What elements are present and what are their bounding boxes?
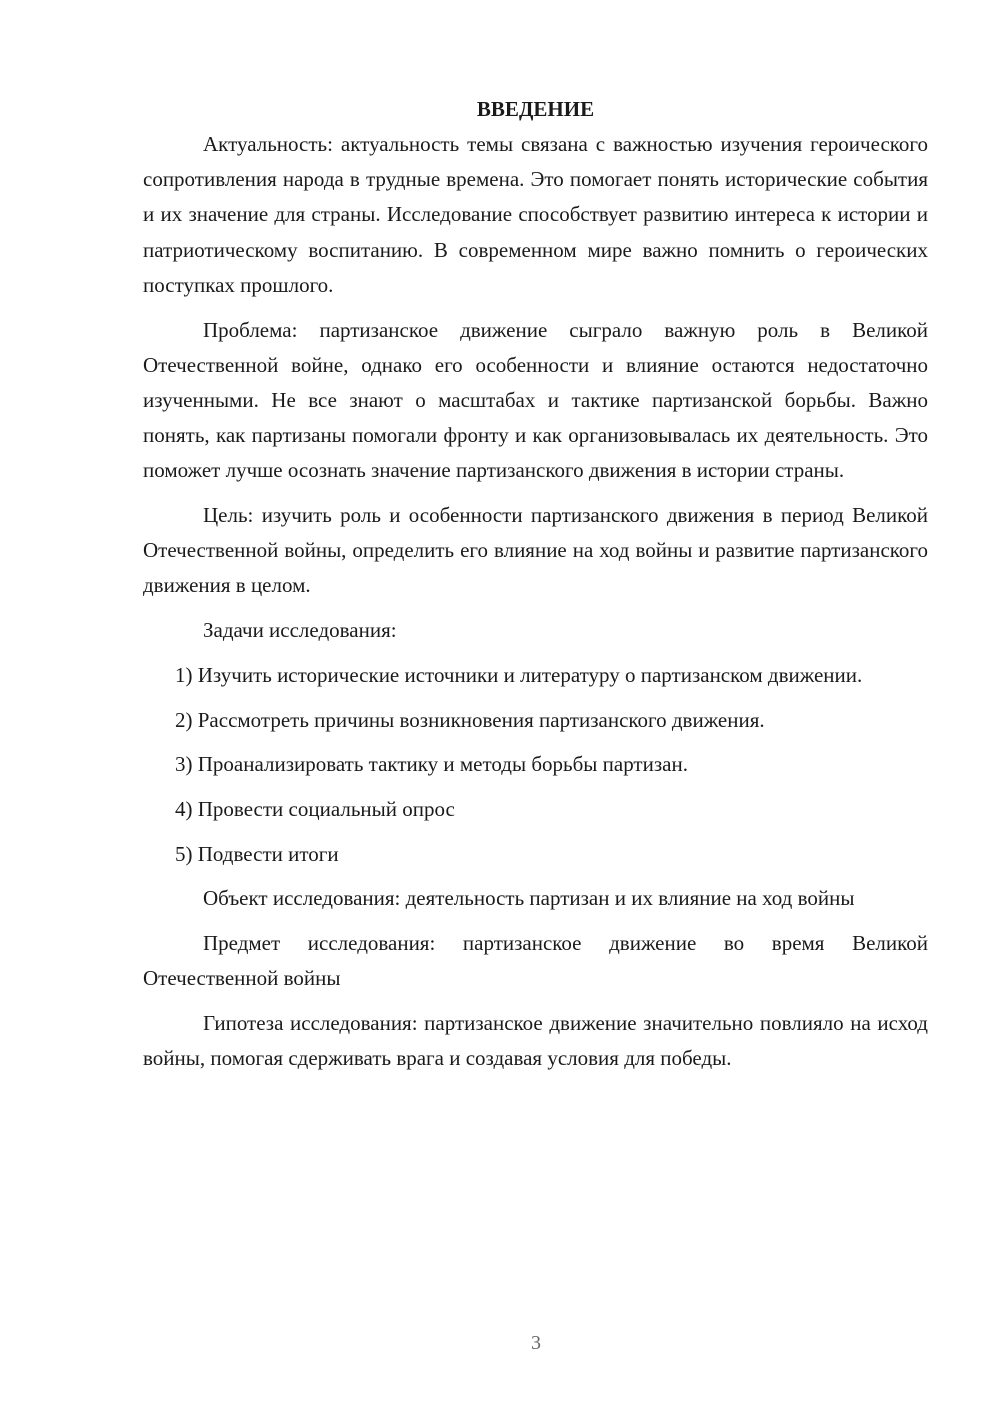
problem-paragraph: Проблема: партизанское движение сыграло важную роль в Великой Отечественной войне, однако его особенности и влияние остаются недостаточно изученными. Не все знают о масштабах и тактике партизанской борьбы. Важно понять, как партизаны помогали фронту и как организовывалась их деятельность. Это поможет лучше осознать значение партизанского движения в истории страны. [143, 317, 928, 483]
subject-paragraph: Предмет исследования: партизанское движение во время Великой Отечественной войны [143, 931, 928, 991]
task-item-4: 4) Провести социальный опрос [175, 796, 455, 821]
task-item-3: 3) Проанализировать тактику и методы борьбы партизан. [175, 752, 688, 777]
task-item-2: 2) Рассмотреть причины возникновения партизанского движения. [175, 707, 765, 732]
tasks-heading: Задачи исследования: [203, 618, 397, 643]
section-title: ВВЕДЕНИЕ [476, 97, 595, 121]
object-paragraph: Объект исследования: деятельность партизан и их влияние на ход войны [203, 886, 855, 911]
page-number: 3 [531, 1332, 541, 1354]
relevance-paragraph: Актуальность: актуальность темы связана с важностью изучения героического сопротивления народа в трудные времена. Это помогает понять исторические события и их значение для страны. Исследование способствует развитию интереса к истории и патриотическому воспитанию. В современном мире важно помнить о героических поступках прошлого. [143, 132, 928, 297]
task-item-5: 5) Подвести итоги [175, 841, 339, 866]
document-page [143, 92, 928, 1076]
goal-paragraph: Цель: изучить роль и особенности партизанского движения в период Великой Отечественной войны, определить его влияние на ход войны и развитие партизанского движения в целом. [143, 503, 928, 598]
task-item-1: 1) Изучить исторические источники и литературу о партизанском движении. [175, 662, 863, 687]
hypothesis-paragraph: Гипотеза исследования: партизанское движение значительно повлияло на исход войны, помогая сдерживать врага и создавая условия для победы. [143, 1010, 928, 1071]
